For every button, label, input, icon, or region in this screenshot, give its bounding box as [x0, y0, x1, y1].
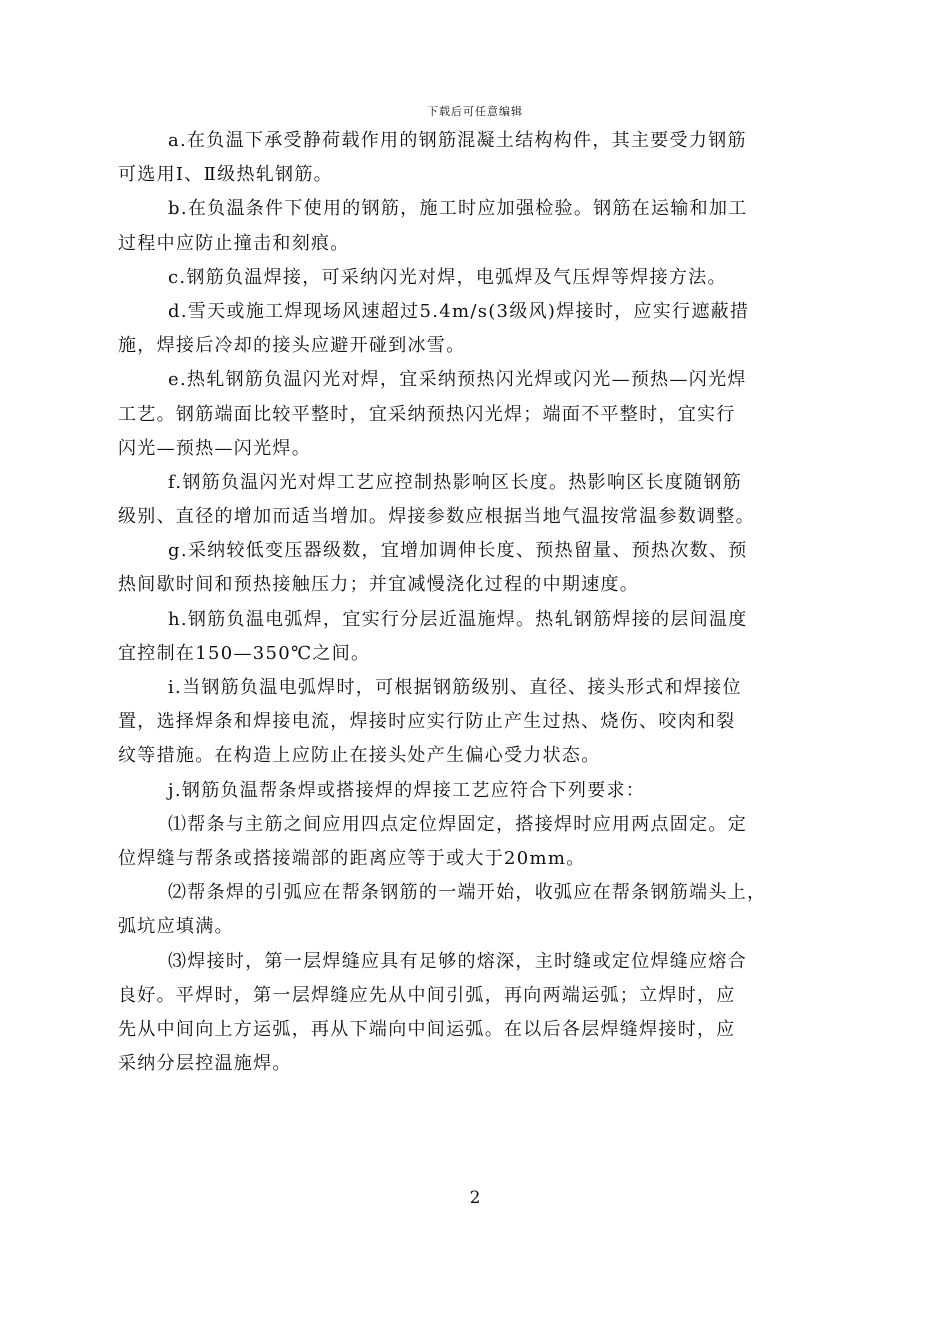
- text-line: ⑴帮条与主筋之间应用四点定位焊固定，搭接焊时应用两点固定。定: [168, 813, 747, 835]
- text-line: 先从中间向上方运弧，再从下端向中间运弧。在以后各层焊缝焊接时，应: [118, 1018, 736, 1040]
- text-line: e.热轧钢筋负温闪光对焊，宜采纳预热闪光焊或闪光—预热—闪光焊: [168, 369, 747, 391]
- text-line: 过程中应防止撞击和刻痕。: [118, 232, 350, 254]
- text-line: j.钢筋负温帮条焊或搭接焊的焊接工艺应符合下列要求：: [168, 779, 646, 801]
- text-line: 热间歇时间和预热接触压力；并宜减慢浇化过程的中期速度。: [118, 574, 640, 596]
- text-line: d.雪天或施工焊现场风速超过5.4m/s(3级风)焊接时，应实行遮蔽措: [168, 300, 750, 322]
- text-line: 闪光—预热—闪光焊。: [118, 437, 311, 459]
- text-line: 施，焊接后冷却的接头应避开碰到冰雪。: [118, 335, 466, 357]
- text-line: 纹等措施。在构造上应防止在接头处产生偏心受力状态。: [118, 745, 601, 767]
- text-line: c.钢筋负温焊接，可采纳闪光对焊，电弧焊及气压焊等焊接方法。: [168, 266, 727, 288]
- text-line: 位焊缝与帮条或搭接端部的距离应等于或大于20mm。: [118, 847, 586, 869]
- page-header: 下载后可任意编辑: [427, 105, 523, 118]
- text-line: 良好。平焊时，第一层焊缝应先从中间引弧，再向两端运弧；立焊时，应: [118, 984, 736, 1006]
- text-line: h.钢筋负温电弧焊，宜实行分层近温施焊。热轧钢筋焊接的层间温度: [168, 608, 748, 630]
- document-body: [118, 124, 858, 1081]
- text-line: 置，选择焊条和焊接电流，焊接时应实行防止产生过热、烧伤、咬肉和裂: [118, 711, 736, 733]
- page-number: 2: [469, 1188, 481, 1208]
- text-line: g.采纳较低变压器级数，宜增加调伸长度、预热留量、预热次数、预: [168, 540, 748, 562]
- text-line: a.在负温下承受静荷载作用的钢筋混凝土结构构件，其主要受力钢筋: [168, 130, 747, 151]
- text-line: 弧坑应填满。: [118, 916, 234, 938]
- text-line: ⑵帮条焊的引弧应在帮条钢筋的一端开始，收弧应在帮条钢筋端头上，: [168, 882, 767, 904]
- text-line: 级别、直径的增加而适当增加。焊接参数应根据当地气温按常温参数调整。: [118, 506, 755, 528]
- text-line: 宜控制在150—350℃之间。: [118, 642, 371, 664]
- text-line: f.钢筋负温闪光对焊工艺应控制热影响区长度。热影响区长度随钢筋: [168, 471, 743, 493]
- text-line: 可选用Ⅰ、Ⅱ级热轧钢筋。: [118, 164, 333, 186]
- text-line: 采纳分层控温施焊。: [118, 1053, 292, 1075]
- text-line: 工艺。钢筋端面比较平整时，宜采纳预热闪光焊；端面不平整时，宜实行: [118, 403, 736, 425]
- text-line: i.当钢筋负温电弧焊时，可根据钢筋级别、直径、接头形式和焊接位: [168, 677, 742, 698]
- text-line: b.在负温条件下使用的钢筋，施工时应加强检验。钢筋在运输和加工: [168, 198, 748, 220]
- text-line: ⑶焊接时，第一层焊缝应具有足够的熔深，主时缝或定位焊缝应熔合: [168, 950, 747, 972]
